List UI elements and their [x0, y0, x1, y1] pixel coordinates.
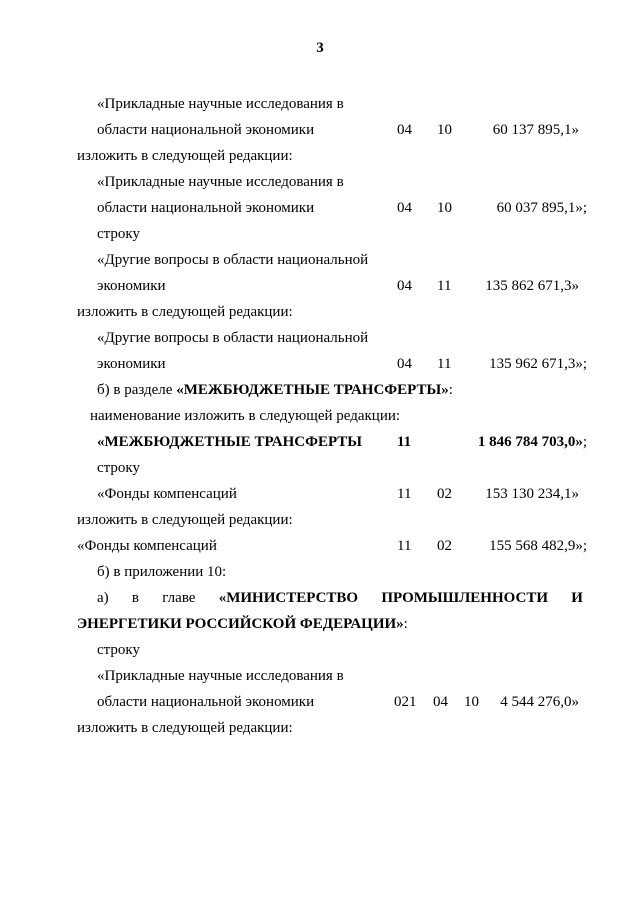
page-number: 3	[316, 40, 324, 56]
text-line: области национальной экономики	[97, 122, 315, 138]
text-word: главе	[162, 590, 196, 606]
text-line: области национальной экономики	[97, 200, 315, 216]
section-code: 04	[397, 356, 412, 372]
amount: 135 962 671,3»;	[489, 356, 587, 372]
text-line: «Фонды компенсаций	[77, 538, 217, 554]
text-line: строку	[97, 642, 140, 658]
subsection-code: 10	[437, 200, 452, 216]
section-code: 04	[397, 200, 412, 216]
text-line: «Фонды компенсаций	[97, 486, 237, 502]
text-segment: :	[448, 382, 453, 398]
text-segment: б) в разделе	[97, 382, 177, 398]
text-line: изложить в следующей редакции:	[77, 720, 293, 736]
text-word: «МИНИСТЕРСТВО	[218, 590, 359, 606]
text-line	[97, 667, 382, 685]
text-word: ПРОМЫШЛЕННОСТИ	[381, 590, 548, 606]
section-title: «МЕЖБЮДЖЕТНЫЕ ТРАНСФЕРТЫ	[97, 434, 363, 450]
text-word: в	[131, 590, 140, 606]
text-line	[77, 615, 408, 633]
text-word: а)	[97, 590, 109, 606]
amount	[478, 433, 587, 451]
amount: 4 544 276,0»	[500, 694, 579, 710]
subsection-code: 10	[464, 694, 479, 710]
text-line: изложить в следующей редакции:	[77, 148, 293, 164]
subsection-code: 10	[437, 122, 452, 138]
amount: 135 862 671,3»	[485, 278, 579, 294]
text-line: экономики	[97, 356, 166, 372]
text-line: б) в приложении 10:	[97, 564, 227, 580]
text-line: области национальной экономики	[97, 694, 315, 710]
text-line: «Другие вопросы в области национальной	[97, 330, 369, 346]
text-segment: :	[403, 616, 408, 632]
section-code: 11	[397, 538, 412, 554]
text-word: И	[571, 590, 583, 606]
section-code: 11	[397, 486, 412, 502]
text-line: наименование изложить в следующей редакции:	[90, 408, 401, 424]
text-line	[97, 589, 583, 607]
subsection-code: 11	[437, 278, 452, 294]
subsection-code: 11	[437, 356, 452, 372]
amount-value: 1 846 784 703,0»	[477, 434, 583, 450]
section-code: 11	[397, 434, 412, 450]
text-line: изложить в следующей редакции:	[77, 512, 293, 528]
text-line: строку	[97, 226, 140, 242]
subsection-code: 02	[437, 538, 452, 554]
text-line	[97, 173, 382, 191]
text-segment: ;	[582, 434, 587, 450]
chapter-title: ЭНЕРГЕТИКИ РОССИЙСКОЙ ФЕДЕРАЦИИ»	[77, 616, 404, 632]
section-title: «МЕЖБЮДЖЕТНЫЕ ТРАНСФЕРТЫ»	[176, 382, 449, 398]
ministry-code: 021	[394, 694, 417, 710]
amount: 153 130 234,1»	[485, 486, 579, 502]
text-line: «Другие вопросы в области национальной	[97, 252, 369, 268]
section-code: 04	[397, 122, 412, 138]
amount: 60 037 895,1»;	[496, 200, 587, 216]
subsection-code: 02	[437, 486, 452, 502]
amount: 155 568 482,9»;	[489, 538, 587, 554]
text-line-content: «Прикладные научные исследования в	[97, 668, 344, 684]
text-line-content: «Прикладные научные исследования в	[97, 174, 344, 190]
text-line: изложить в следующей редакции:	[77, 304, 293, 320]
amount: 60 137 895,1»	[492, 122, 579, 138]
text-line	[97, 381, 453, 399]
section-code: 04	[433, 694, 448, 710]
text-line: экономики	[97, 278, 166, 294]
text-line	[97, 95, 382, 113]
text-line-content: «Прикладные научные исследования в	[97, 96, 344, 112]
section-code: 04	[397, 278, 412, 294]
text-line: строку	[97, 460, 140, 476]
